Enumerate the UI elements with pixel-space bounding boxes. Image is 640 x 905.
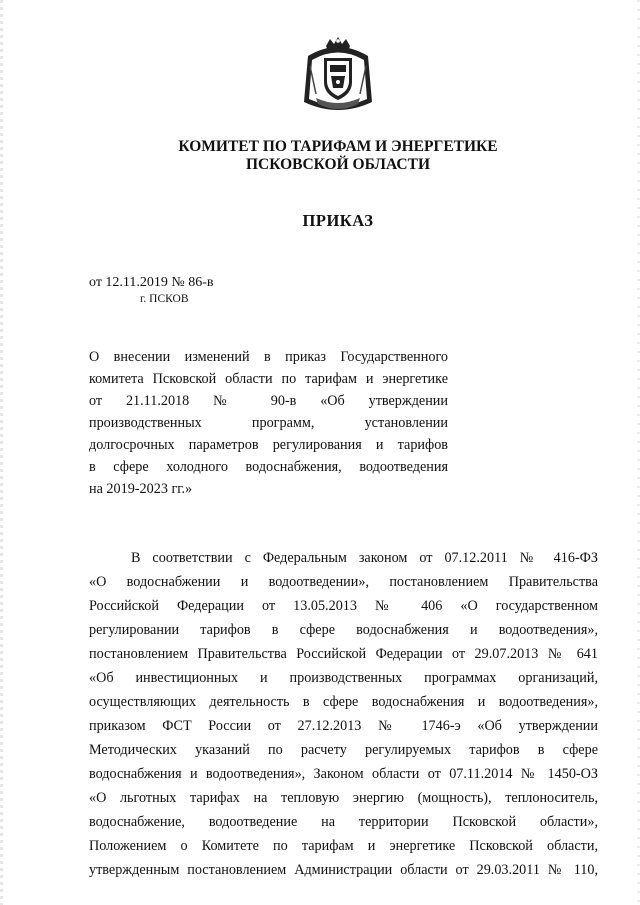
body-line: Методических указаний по расчету регулируемых тарифов в сфере <box>89 742 598 758</box>
subject-line: долгосрочных параметров регулирования и тарифов <box>89 437 448 453</box>
order-date-number: от 12.11.2019 № 86-в <box>89 275 214 290</box>
committee-title-line-1: КОМИТЕТ ПО ТАРИФАМ И ЭНЕРГЕТИКЕ <box>178 138 498 155</box>
body-line: приказом ФСТ России от 27.12.2013 № 1746-э «Об утверждении <box>89 718 598 734</box>
body-line: Положением о Комитете по тарифам и энергетике Псковской области, <box>89 838 598 854</box>
subject-line: в сфере холодного водоснабжения, водоотведения <box>89 459 448 475</box>
subject-line: от 21.11.2018 № 90-в «Об утверждении <box>89 393 448 409</box>
body-line: «О льготных тарифах на тепловую энергию (мощность), теплоноситель, <box>89 790 598 806</box>
order-city: г. ПСКОВ <box>140 293 189 305</box>
committee-title-line-2: ПСКОВСКОЙ ОБЛАСТИ <box>245 156 430 173</box>
body-line: осуществляющих деятельность в сфере водоснабжения и водоотведения», <box>89 694 598 710</box>
body-line: водоснабжения и водоотведения», Законом области от 07.11.2014 № 1450-ОЗ <box>89 766 598 782</box>
body-line: «О водоснабжении и водоотведении», постановлением Правительства <box>89 574 598 590</box>
body-line: постановлением Правительства Российской Федерации от 29.07.2013 № 641 <box>89 646 598 662</box>
scan-edge-left <box>0 0 3 905</box>
subject-line: производственных программ, установлении <box>89 415 448 431</box>
body-line: Российской Федерации от 13.05.2013 № 406 «О государственном <box>89 598 598 614</box>
subject-line: комитета Псковской области по тарифам и энергетике <box>89 371 448 387</box>
body-line: водоснабжение, водоотведение на территории Псковской области», <box>89 814 598 830</box>
subject-line: на 2019-2023 гг.» <box>89 481 193 497</box>
body-line: утвержденным постановлением Администрации области от 29.03.2011 № 110, <box>89 862 598 878</box>
pskov-coat-of-arms-icon <box>302 36 374 118</box>
subject-line: О внесении изменений в приказ Государственного <box>89 349 448 365</box>
body-line: «Об инвестиционных и производственных программах организаций, <box>89 670 598 686</box>
document-type: ПРИКАЗ <box>302 211 374 230</box>
body-line: В соответствии с Федеральным законом от 07.12.2011 № 416-ФЗ <box>131 550 598 566</box>
body-line: регулировании тарифов в сфере водоснабжения и водоотведения», <box>89 622 598 638</box>
